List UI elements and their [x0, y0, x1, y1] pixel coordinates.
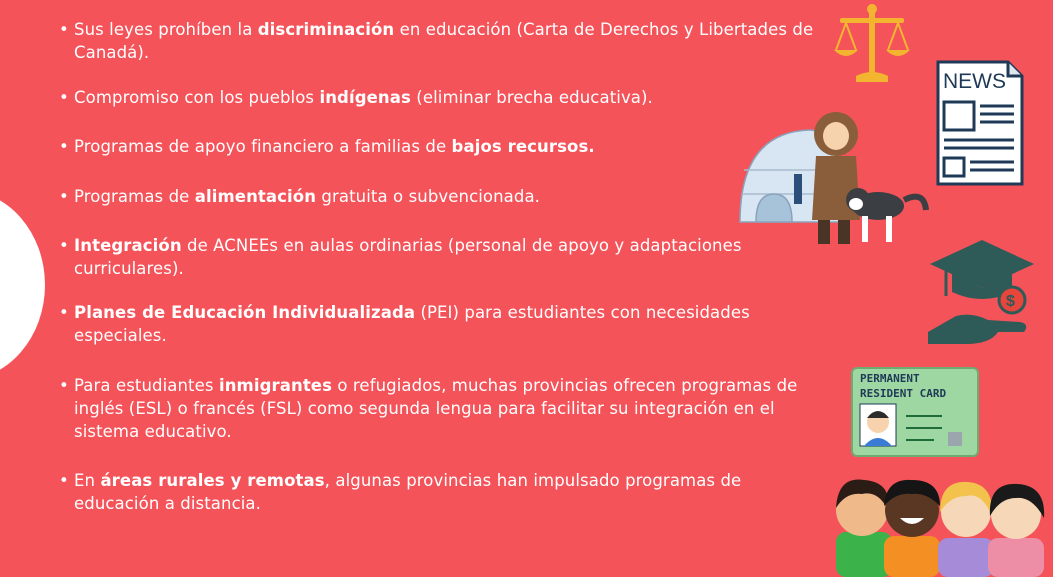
bullet-text: Programas de apoyo financiero a familias de [74, 137, 452, 156]
bullet-bold-text: Integración [74, 236, 182, 255]
bullet-text: (eliminar brecha educativa). [410, 88, 653, 107]
card-title-line1: PERMANENT [860, 372, 920, 385]
bullet-text: de ACNEEs en aulas ordinarias (personal de apoyo y adaptaciones curriculares). [74, 236, 742, 278]
scales-of-justice-icon [832, 2, 912, 86]
resident-card-icon [850, 366, 980, 458]
bullet-text: o refugiados, muchas provincias ofrecen programas de inglés (ESL) o francés (FSL) como segunda lengua para facilitar su integración en el sistema educativo. [74, 376, 798, 441]
bullet-bold-text: áreas rurales y remotas [100, 471, 325, 490]
igloo-inuit-icon [736, 110, 930, 250]
newspaper-icon [934, 58, 1026, 188]
bullet-bold-text: discriminación [257, 20, 395, 39]
bullet-list [58, 18, 828, 515]
newspaper-title: NEWS [943, 70, 1006, 93]
bullet-text: (PEI) para estudiantes con necesidades especiales. [74, 303, 750, 345]
bullet-text: Programas de [74, 187, 195, 206]
bullet-item [58, 469, 828, 515]
card-title-line2: RESIDENT CARD [860, 387, 947, 400]
svg-text:$: $ [1006, 293, 1015, 310]
bullet-bold-text: indígenas [319, 88, 411, 107]
bullet-text: en educación (Carta de Derechos y Libertades de Canadá). [74, 20, 814, 62]
bullet-bold-text: inmigrantes [218, 376, 333, 395]
bullet-bold-text: Planes de Educación Individualizada [74, 303, 416, 322]
bullet-item [58, 86, 828, 109]
bullet-item [58, 185, 828, 208]
bullet-text: Compromiso con los pueblos [74, 88, 320, 107]
diverse-children-icon [822, 470, 1053, 577]
bullet-bold-text: alimentación [194, 187, 317, 206]
bullet-text: gratuita o subvencionada. [316, 187, 541, 206]
graduation-financial-aid-icon [926, 236, 1038, 348]
decorative-circle [0, 190, 45, 380]
bullet-bold-text: bajos recursos. [451, 137, 595, 156]
bullet-item [58, 234, 828, 280]
bullet-text: Para estudiantes [74, 376, 219, 395]
bullet-item [58, 374, 828, 443]
bullet-text: En [74, 471, 101, 490]
bullet-item [58, 135, 828, 158]
bullet-text: Sus leyes prohíben la [74, 20, 258, 39]
bullet-text: , algunas provincias han impulsado programas de educación a distancia. [74, 471, 742, 513]
bullet-item [58, 18, 828, 64]
bullet-item [58, 301, 828, 347]
